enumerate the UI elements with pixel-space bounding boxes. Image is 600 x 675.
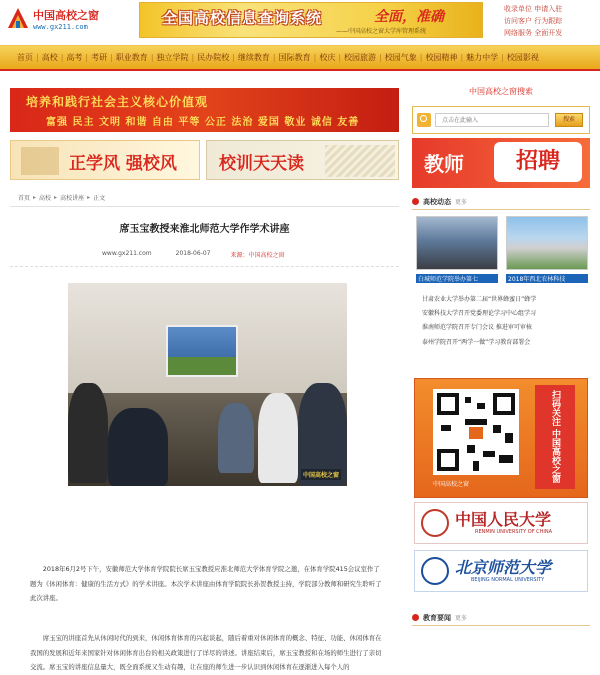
nav-separator: | — [36, 53, 39, 62]
logo-url: www.gx211.com — [33, 23, 88, 31]
photo-person — [258, 393, 298, 483]
search-button[interactable]: 搜索 — [555, 113, 583, 127]
university-name: 中国人民大学 — [455, 510, 552, 529]
nav-item[interactable]: 校园精神 — [425, 53, 458, 62]
values-banner-ad[interactable] — [10, 88, 399, 132]
section-bullet-icon — [412, 614, 419, 621]
section-title: 高校动态 — [423, 197, 451, 206]
news-thumbnail[interactable] — [416, 216, 498, 270]
motto-text: 校训天天读 — [219, 154, 304, 174]
banner-subtitle: ——中国高校之窗大学库管理系统 — [336, 28, 427, 35]
thumbnail-caption[interactable]: 白城师范学院举办第七 — [416, 274, 498, 283]
site-header — [0, 0, 600, 44]
nav-item[interactable]: 民办院校 — [197, 53, 230, 62]
sidebar — [408, 78, 594, 627]
nav-item-home[interactable]: 首页 — [17, 53, 33, 62]
university-name: 北京师范大学 — [455, 558, 552, 577]
thumbnail-caption[interactable]: 2018年西北农林科技 — [506, 274, 588, 283]
search-input[interactable] — [435, 113, 549, 127]
article-paragraph: 席玉宝的讲座首先从休闲时代的到来，休闲体育体育的兴起谈起，随后着重对休闲体育的概念、特征、功能、休闲体育在我国的发展和近年来国家针对休闲体育出台的相关政策进行了详尽的讲述。讲座结束后，席玉宝教授和在场的师生进行了亲切交流。席玉宝的讲座信息量大，既全面系统又生动有趣，让在座的师生进一步认识到休闲体育在逐渐进入每个人的 — [30, 634, 382, 672]
nav-item[interactable]: 校庆 — [319, 53, 336, 62]
ad-decoration — [325, 145, 395, 177]
nav-separator: | — [85, 53, 89, 62]
nav-item[interactable]: 高考 — [66, 53, 83, 62]
article-site: www.gx211.com — [102, 250, 152, 257]
nav-separator: | — [313, 53, 317, 62]
search-icon — [417, 113, 431, 127]
study-style-ad[interactable] — [10, 140, 200, 180]
university-name-en: BEIJING NORMAL UNIVERSITY — [471, 577, 545, 583]
quick-link[interactable]: 网络服务 全面开发 — [504, 29, 563, 37]
values-banner-line2: 富强 民主 文明 和谐 自由 平等 公正 法治 爱国 敬业 诚信 友善 — [46, 117, 360, 128]
breadcrumb-item[interactable]: 高校 — [39, 195, 52, 202]
breadcrumb-item[interactable]: 高校讲座 — [60, 195, 85, 202]
nav-separator: | — [272, 53, 276, 62]
breadcrumb-arrow-icon: ▸ — [33, 194, 37, 201]
nav-separator: | — [191, 53, 195, 62]
nav-item[interactable]: 独立学院 — [156, 53, 189, 62]
nav-item[interactable]: 国际教育 — [278, 53, 311, 62]
article-title: 席玉宝教授来淮北师范大学作学术讲座 — [119, 224, 290, 235]
nav-separator: | — [60, 53, 64, 62]
values-banner-line1: 培养和践行社会主义核心价值观 — [26, 95, 209, 109]
recruit-text: 教师 — [424, 152, 464, 176]
quick-link[interactable]: 收录单位 申请入驻 — [504, 5, 563, 13]
more-link[interactable]: 更多 — [455, 199, 468, 206]
nav-separator: | — [110, 53, 113, 62]
university-name-en: RENMIN UNIVERSITY OF CHINA — [475, 529, 553, 535]
nav-separator: | — [460, 53, 464, 62]
beijing-normal-university-ad[interactable] — [414, 550, 588, 592]
list-item[interactable]: 甘肃农业大学举办第二届“世界蜂蜜日”蜂学 — [422, 296, 537, 303]
university-seal-icon — [421, 557, 449, 585]
breadcrumb-item[interactable]: 首页 — [18, 195, 31, 202]
nav-separator: | — [419, 53, 423, 62]
photo-person — [108, 408, 168, 486]
logo-icon — [6, 6, 30, 30]
nav-separator: | — [501, 53, 504, 62]
quick-link[interactable]: 访问客户 行为跟踪 — [504, 17, 563, 25]
university-seal-icon — [421, 509, 449, 537]
photo-projection-screen — [166, 325, 238, 377]
photo-person — [218, 403, 254, 473]
nav-item[interactable]: 高校 — [41, 53, 58, 62]
main-content — [6, 78, 401, 672]
qr-code-ad[interactable] — [414, 378, 588, 498]
divider — [10, 266, 399, 267]
news-thumbnail[interactable] — [506, 216, 588, 270]
quick-links — [504, 3, 594, 39]
main-nav — [0, 45, 600, 71]
header-banner-ad[interactable] — [139, 2, 483, 38]
motto-ad[interactable] — [206, 140, 399, 180]
search-title: 中国高校之窗搜索 — [469, 87, 533, 96]
nav-item[interactable]: 校园旅游 — [344, 53, 377, 62]
campus-news-list — [422, 293, 592, 350]
list-item[interactable]: 淮南师范学院召开专门会议 推进审可审核 — [422, 324, 532, 332]
more-link[interactable]: 更多 — [455, 615, 468, 622]
logo-name: 中国高校之窗 — [33, 9, 99, 22]
section-title: 教育要闻 — [423, 613, 451, 622]
list-item[interactable]: 安徽科技大学召开党委理论学习中心组学习 — [422, 310, 537, 318]
search-box — [412, 106, 590, 134]
section-bullet-icon — [412, 198, 419, 205]
nav-item[interactable]: 校园影视 — [506, 53, 539, 62]
nav-item[interactable]: 继续教育 — [237, 53, 270, 62]
renmin-university-ad[interactable] — [414, 502, 588, 544]
qr-footer: 中国高校之窗 — [433, 481, 470, 488]
recruit-text: 招聘 — [494, 142, 582, 182]
article-meta — [102, 250, 362, 259]
ad-decoration — [21, 147, 59, 175]
article-source: 来源：中国高校之窗 — [230, 252, 285, 259]
article-paragraph: 2018年6月2号下午，安徽师范大学体育学院院长席玉宝教授应淮北师范大学体育学院之邀，在体育学院415会议室作了题为《休闲体育：健康的生活方式》的学术讲座。本次学术讲座由体育学院院长孙贺教授主持，学院部分教师和研究生聆听了此次讲座。 — [30, 565, 382, 603]
article-date: 2018-06-07 — [175, 250, 211, 257]
banner-slogan: 全国高校信息查询系统 — [162, 9, 323, 27]
breadcrumb — [10, 189, 399, 207]
nav-item[interactable]: 魅力中学 — [466, 53, 499, 62]
qr-code — [433, 389, 519, 475]
nav-separator: | — [150, 53, 154, 62]
breadcrumb-arrow-icon: ▸ — [54, 194, 58, 201]
nav-item[interactable]: 考研 — [91, 53, 108, 62]
photo-watermark: 中国高校之窗 — [301, 469, 341, 480]
breadcrumb-arrow-icon: ▸ — [87, 194, 91, 201]
campus-news-header — [412, 194, 590, 210]
study-style-text: 正学风 强校风 — [69, 154, 177, 174]
banner-accent: 全面，准确 — [374, 9, 444, 25]
teacher-recruitment-ad[interactable] — [412, 138, 590, 188]
site-logo[interactable] — [6, 4, 134, 38]
list-item[interactable]: 泰州学院召开“两学一做”学习教育部署会 — [422, 338, 531, 346]
nav-item[interactable]: 职业教育 — [115, 53, 148, 62]
education-news-header — [412, 610, 590, 626]
article-photo — [68, 283, 347, 486]
photo-person — [68, 383, 108, 483]
qr-side-text: 扫码关注 中国高校之窗 — [535, 385, 575, 489]
nav-separator: | — [379, 53, 382, 62]
nav-item[interactable]: 校园气象 — [384, 53, 417, 62]
breadcrumb-item: 正文 — [93, 195, 106, 202]
nav-separator: | — [232, 53, 235, 62]
nav-separator: | — [338, 53, 342, 62]
